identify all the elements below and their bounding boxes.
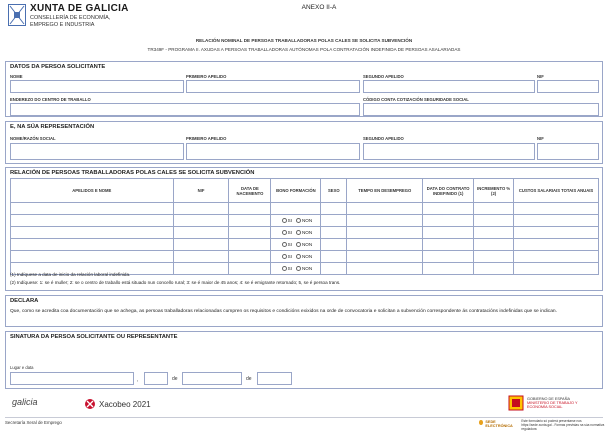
- ss-code-field[interactable]: [363, 103, 599, 116]
- radio-no-label: NON: [301, 241, 313, 247]
- radio-yes-label: SI: [287, 217, 292, 223]
- radio-yes-label: SI: [287, 241, 292, 247]
- col-unemployment: TEMPO EN DESEMPREGO: [347, 179, 423, 203]
- radio-yes[interactable]: [282, 230, 287, 235]
- table-cell[interactable]: [321, 263, 347, 275]
- table-row: [11, 215, 599, 227]
- radio-yes-label: SI: [287, 229, 292, 235]
- workers-section: [5, 167, 603, 291]
- ministry-line-2: MINISTERIO DE TRABAJO Y ECONOMÍA SOCIAL: [527, 401, 578, 409]
- table-cell[interactable]: [514, 215, 599, 227]
- table-cell[interactable]: [514, 251, 599, 263]
- radio-no-label: NON: [301, 229, 313, 235]
- document-subtitle: TR349F - PROGRAMA II. AXUDAS A PERSOAS TRABALLADORAS AUTÓNOMAS POLA CONTRATACIÓN INDEFINIDA DE PERSOAS ASALARIADAS: [147, 47, 461, 52]
- radio-no[interactable]: [296, 266, 301, 271]
- workplace-address-field[interactable]: [10, 103, 360, 116]
- col-sex: SEXO: [321, 179, 347, 203]
- table-cell[interactable]: [347, 203, 423, 215]
- table-cell[interactable]: [229, 239, 271, 251]
- signature-section: [5, 331, 603, 389]
- ss-code-label: CÓDIGO CONTA COTIZACIÓN SEGURIDADE SOCIAL: [363, 97, 469, 102]
- day-field[interactable]: [144, 372, 168, 385]
- radio-no[interactable]: [296, 218, 301, 223]
- comma-separator: ,: [137, 377, 139, 383]
- table-cell[interactable]: [229, 263, 271, 275]
- footer-divider: [5, 417, 603, 418]
- sede-text-1: Este formulario só poderá presentarse nos: [521, 419, 582, 423]
- col-increment: INCREMENTO % (2): [474, 179, 514, 203]
- month-field[interactable]: [182, 372, 242, 385]
- table-cell[interactable]: [514, 239, 599, 251]
- col-contract-date: DATA DO CONTRATO INDEFINIDO (1): [423, 179, 474, 203]
- table-cell[interactable]: [347, 227, 423, 239]
- surname1-label: PRIMEIRO APELIDO: [186, 74, 227, 79]
- table-cell[interactable]: [474, 203, 514, 215]
- table-cell[interactable]: [423, 215, 474, 227]
- address-label: ENDEREZO DO CENTRO DE TRABALLO: [10, 97, 91, 102]
- radio-no-label: NON: [301, 253, 313, 259]
- table-cell[interactable]: [514, 263, 599, 275]
- xacobeo-icon: [84, 398, 96, 410]
- table-cell[interactable]: [474, 263, 514, 275]
- representative-section: [5, 121, 603, 164]
- table-cell: [271, 263, 321, 275]
- sede-block: [479, 420, 608, 431]
- annex-label: [0, 4, 608, 11]
- applicant-surname2-field[interactable]: [363, 80, 535, 93]
- table-cell[interactable]: [229, 215, 271, 227]
- org-department: [30, 15, 150, 29]
- table-cell[interactable]: [173, 251, 229, 263]
- rep-name-field[interactable]: [10, 143, 184, 160]
- col-training-bonus: BONO FORMACIÓN: [271, 179, 321, 203]
- table-row: [11, 203, 599, 215]
- signature-title: SINATURA DA PERSOA SOLICITANTE OU REPRESENTANTE: [10, 334, 178, 340]
- de-separator-1: de: [172, 376, 178, 382]
- note-1: (1) Indíquese a data de inicio da relación laboral indefinida.: [10, 272, 131, 277]
- radio-yes-label: SI: [287, 253, 292, 259]
- spain-coat-of-arms-icon: [508, 395, 524, 411]
- table-cell[interactable]: [423, 263, 474, 275]
- table-cell: [271, 239, 321, 251]
- table-cell[interactable]: [173, 215, 229, 227]
- org-name: XUNTA DE GALICIA: [30, 3, 129, 14]
- table-cell[interactable]: [229, 227, 271, 239]
- radio-yes[interactable]: [282, 266, 287, 271]
- col-salary: CUSTOS SALARIAIS TOTAIS ANUAIS: [514, 179, 599, 203]
- note-2: (2) Indíquese: 1: se é muller; 2: se o centro de traballo está situado nun concello rural; 3: se é maior de 45 anos; 4: se é emigrante retornado; 5, se é persoa trans.: [10, 280, 341, 285]
- radio-yes[interactable]: [282, 242, 287, 247]
- table-cell[interactable]: [11, 251, 174, 263]
- de-separator-2: de: [246, 376, 252, 382]
- radio-no[interactable]: [296, 254, 301, 259]
- galicia-text: galicia: [12, 397, 38, 407]
- table-cell[interactable]: [173, 227, 229, 239]
- radio-yes[interactable]: [282, 254, 287, 259]
- table-cell[interactable]: [321, 251, 347, 263]
- applicant-surname1-field[interactable]: [186, 80, 360, 93]
- table-cell[interactable]: [321, 227, 347, 239]
- table-cell[interactable]: [321, 215, 347, 227]
- rep-surname1-field[interactable]: [186, 143, 360, 160]
- col-nif: NIF: [173, 179, 229, 203]
- org-line-2: EMPREGO E INDUSTRIA: [30, 22, 95, 28]
- table-header-row: [11, 179, 599, 203]
- name-label: NOME: [10, 74, 23, 79]
- table-cell[interactable]: [11, 215, 174, 227]
- table-cell[interactable]: [347, 263, 423, 275]
- table-row: [11, 239, 599, 251]
- declaration-section: [5, 295, 603, 327]
- table-cell[interactable]: [229, 203, 271, 215]
- ministry-line-1: GOBIERNO DE ESPAÑA: [527, 397, 570, 401]
- year-field[interactable]: [257, 372, 292, 385]
- nif-label: NIF: [537, 74, 544, 79]
- table-cell[interactable]: [321, 239, 347, 251]
- xacobeo-text: Xacobeo 2021: [99, 399, 151, 409]
- table-cell[interactable]: [474, 227, 514, 239]
- col-name: APELIDOS E NOME: [11, 179, 174, 203]
- radio-no-label: NON: [301, 217, 313, 223]
- sede-text-2: https://sede.xunta.gal - Formas previstas na súa normativa reguladora: [521, 422, 605, 431]
- table-cell[interactable]: [474, 239, 514, 251]
- rep-nif-field[interactable]: [537, 143, 599, 160]
- col-birthdate: DATA DE NACEMENTO: [229, 179, 271, 203]
- table-cell[interactable]: [271, 203, 321, 215]
- applicant-nif-field[interactable]: [537, 80, 599, 93]
- table-row: [11, 251, 599, 263]
- sede-label: SEDE ELECTRÓNICA: [485, 420, 513, 428]
- xacobeo-logo: [84, 398, 151, 410]
- table-cell[interactable]: [11, 227, 174, 239]
- table-cell: [271, 227, 321, 239]
- rep-surname2-label: SEGUNDO APELIDO: [363, 136, 404, 141]
- surname2-label: SEGUNDO APELIDO: [363, 74, 404, 79]
- document-title: RELACIÓN NOMINAL DE PERSOAS TRABALLADORAS POLAS CALES SE SOLICITA SUBVENCIÓN: [195, 38, 413, 43]
- table-cell[interactable]: [514, 203, 599, 215]
- table-row: [11, 227, 599, 239]
- table-cell[interactable]: [474, 215, 514, 227]
- secretariat-label: Secretaría Xeral de Emprego: [5, 420, 62, 425]
- applicant-name-field[interactable]: [10, 80, 184, 93]
- table-cell[interactable]: [474, 251, 514, 263]
- table-cell[interactable]: [514, 227, 599, 239]
- rep-surname1-label: PRIMEIRO APELIDO: [186, 136, 227, 141]
- rep-surname2-field[interactable]: [363, 143, 535, 160]
- table-cell[interactable]: [11, 239, 174, 251]
- table-cell[interactable]: [347, 215, 423, 227]
- table-cell[interactable]: [11, 203, 174, 215]
- table-cell[interactable]: [423, 227, 474, 239]
- radio-yes[interactable]: [282, 218, 287, 223]
- table-cell[interactable]: [423, 239, 474, 251]
- place-field[interactable]: [10, 372, 134, 385]
- declaration-text: Que, como se acredita coa documentación que se achega, as persoas traballadoras relacionadas cumpren os requisitos e condicións exixidos na orde de convocatoria e solicitan a subvención correspondente ás contratacións indefinidas que se indican.: [10, 309, 557, 314]
- galicia-logo: [12, 397, 38, 407]
- radio-no[interactable]: [296, 242, 301, 247]
- annex-text: ANEXO II-A: [301, 4, 337, 11]
- radio-no[interactable]: [296, 230, 301, 235]
- table-cell: [271, 251, 321, 263]
- workers-table: [10, 178, 599, 275]
- representative-title: E, NA SÚA REPRESENTACIÓN: [10, 124, 95, 130]
- table-cell[interactable]: [423, 251, 474, 263]
- table-cell[interactable]: [229, 251, 271, 263]
- table-cell: [271, 215, 321, 227]
- org-line-1: CONSELLERÍA DE ECONOMÍA,: [30, 15, 111, 21]
- table-cell[interactable]: [321, 203, 347, 215]
- radio-yes-label: SI: [287, 265, 292, 271]
- table-cell[interactable]: [173, 263, 229, 275]
- rep-name-label: NOME/RAZÓN SOCIAL: [10, 136, 56, 141]
- place-date-label: Lugar e data: [10, 365, 34, 370]
- table-cell[interactable]: [173, 239, 229, 251]
- sede-icon: [479, 420, 483, 425]
- radio-no-label: NON: [301, 265, 313, 271]
- table-cell[interactable]: [423, 203, 474, 215]
- workers-title: RELACIÓN DE PERSOAS TRABALLADORAS POLAS CALES SE SOLICITA SUBVENCIÓN: [10, 170, 255, 176]
- declaration-title: DECLARA: [10, 298, 39, 304]
- table-cell[interactable]: [347, 251, 423, 263]
- ministry-logo: [508, 395, 587, 411]
- applicant-section: [5, 61, 603, 117]
- rep-nif-label: NIF: [537, 136, 544, 141]
- applicant-title: DATOS DA PERSOA SOLICITANTE: [10, 64, 106, 70]
- table-cell[interactable]: [173, 203, 229, 215]
- table-cell[interactable]: [347, 239, 423, 251]
